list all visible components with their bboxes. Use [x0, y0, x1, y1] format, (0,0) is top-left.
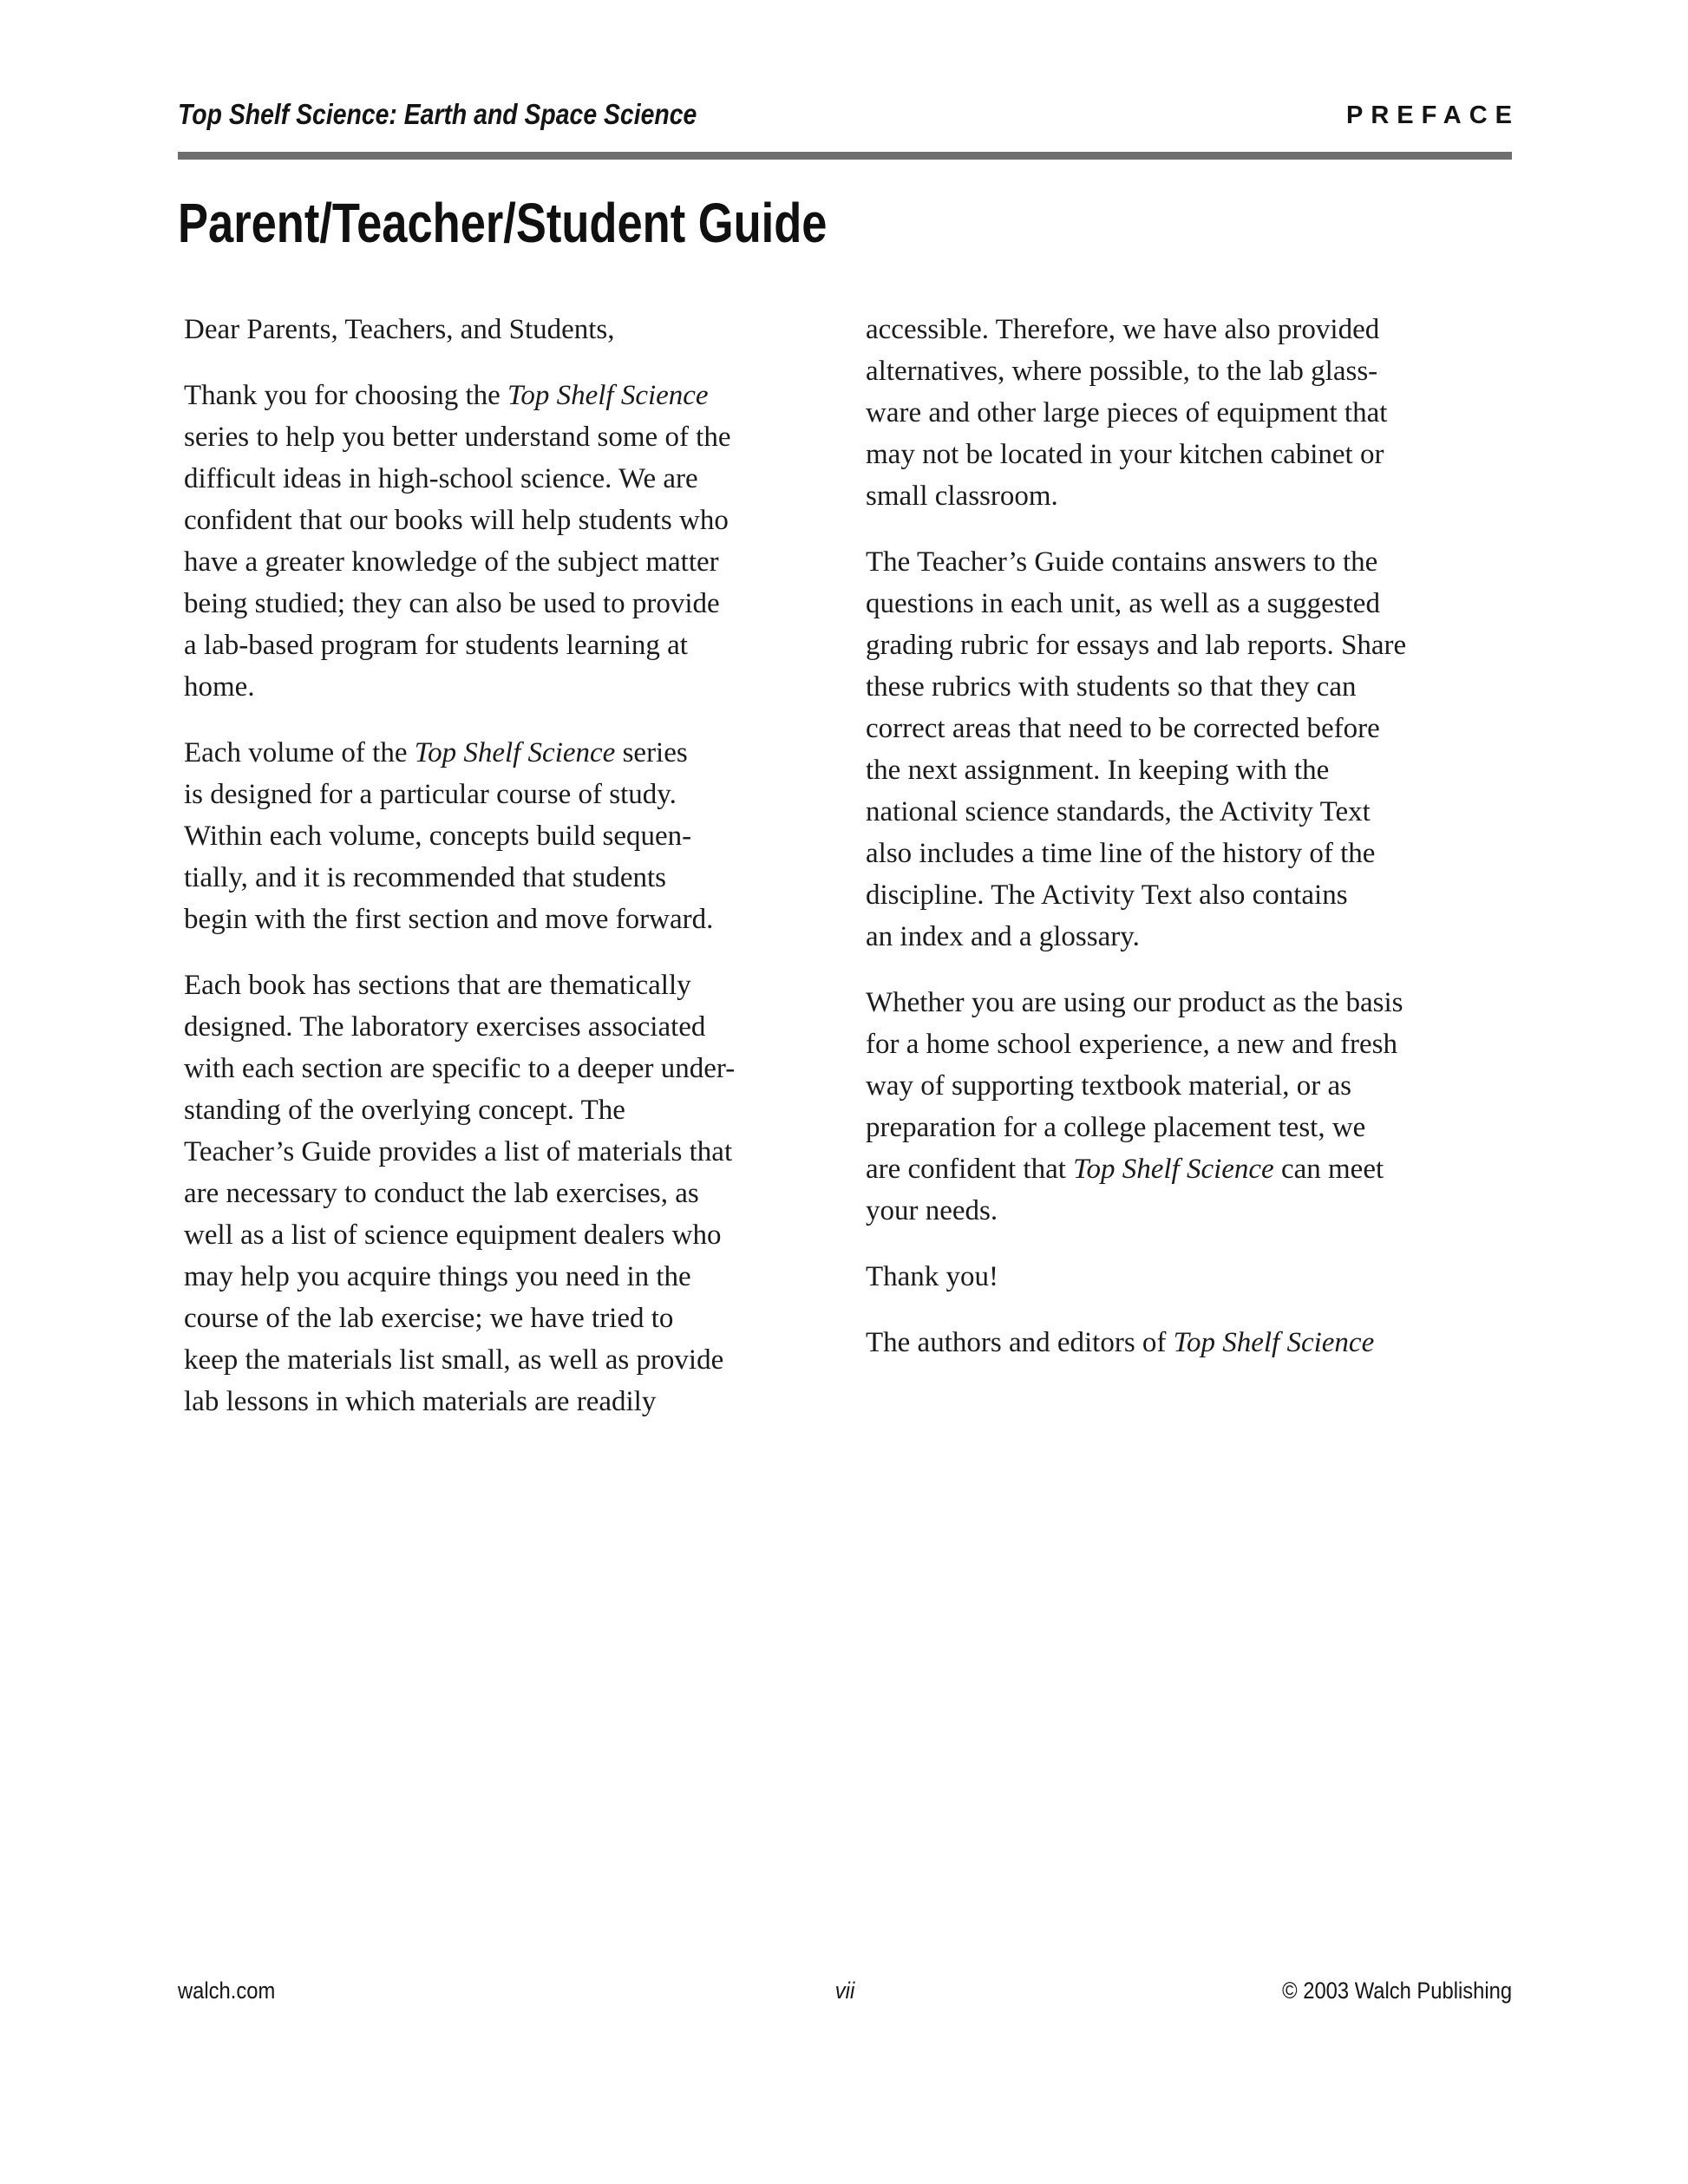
- text-line: series to help you better understand some of the: [184, 422, 731, 453]
- text-line: accessible. Therefore, we have also provided: [866, 314, 1380, 345]
- text-line: alternatives, where possible, to the lab glass-: [866, 356, 1378, 387]
- header-divider: [178, 152, 1512, 160]
- text-line: Each book has sections that are thematically: [184, 970, 691, 1001]
- text-line: lab lessons in which materials are readily: [184, 1386, 657, 1417]
- text-line: grading rubric for essays and lab reports. Share: [866, 630, 1407, 661]
- text-line: Thank you for choosing the Top Shelf Science: [184, 380, 709, 411]
- paragraph: [184, 964, 820, 1422]
- text-line: correct areas that need to be corrected before: [866, 713, 1380, 744]
- text-line: the next assignment. In keeping with the: [866, 755, 1330, 786]
- text-line: Teacher’s Guide provides a list of materials that: [184, 1136, 733, 1167]
- text-line: home.: [184, 671, 255, 703]
- paragraph: [866, 541, 1502, 958]
- paragraph: [184, 309, 820, 350]
- text-line: these rubrics with students so that they can: [866, 671, 1357, 703]
- text-line: difficult ideas in high-school science. We are: [184, 463, 698, 494]
- text-line: The Teacher’s Guide contains answers to the: [866, 546, 1378, 578]
- text-line: Whether you are using our product as the basis: [866, 987, 1403, 1018]
- text-line: are confident that Top Shelf Science can meet: [866, 1154, 1384, 1185]
- footer-copyright: © 2003 Walch Publishing: [1282, 1978, 1512, 2004]
- text-line: with each section are specific to a deeper under-: [184, 1053, 736, 1084]
- content-columns: [184, 309, 1502, 1447]
- text-line: standing of the overlying concept. The: [184, 1095, 625, 1126]
- text-line: your needs.: [866, 1195, 998, 1226]
- page-title: Parent/Teacher/Student Guide: [178, 192, 828, 254]
- text-line: being studied; they can also be used to provide: [184, 588, 720, 619]
- text-line: course of the lab exercise; we have tried to: [184, 1303, 674, 1334]
- paragraph: [866, 982, 1502, 1232]
- header-section-label: PREFACE: [1346, 101, 1520, 130]
- text-line: also includes a time line of the history of the: [866, 838, 1376, 869]
- paragraph: [866, 309, 1502, 517]
- column-left: [184, 309, 820, 1447]
- text-line: ware and other large pieces of equipment that: [866, 397, 1388, 428]
- text-line: keep the materials list small, as well as provide: [184, 1344, 724, 1376]
- text-line: designed. The laboratory exercises associated: [184, 1011, 706, 1043]
- page-header: [178, 98, 1520, 130]
- page-footer: [178, 1978, 1512, 2012]
- text-line: national science standards, the Activity Text: [866, 796, 1371, 827]
- text-line: have a greater knowledge of the subject matter: [184, 546, 719, 578]
- text-line: Dear Parents, Teachers, and Students,: [184, 314, 615, 345]
- text-line: are necessary to conduct the lab exercises, as: [184, 1178, 699, 1209]
- paragraph: [184, 732, 820, 940]
- column-right: [866, 309, 1502, 1447]
- footer-page-number: vii: [834, 1978, 855, 2004]
- text-line: begin with the first section and move forward.: [184, 904, 714, 935]
- text-line: Within each volume, concepts build sequen-: [184, 821, 692, 852]
- text-line: may help you acquire things you need in the: [184, 1261, 691, 1292]
- text-line: well as a list of science equipment dealers who: [184, 1220, 722, 1251]
- text-line: an index and a glossary.: [866, 921, 1140, 952]
- text-line: discipline. The Activity Text also contains: [866, 879, 1348, 911]
- text-line: confident that our books will help students who: [184, 505, 729, 536]
- text-line: way of supporting textbook material, or as: [866, 1070, 1351, 1102]
- text-line: Each volume of the Top Shelf Science series: [184, 737, 688, 768]
- text-line: The authors and editors of Top Shelf Science: [866, 1327, 1375, 1358]
- text-line: may not be located in your kitchen cabinet or: [866, 439, 1384, 470]
- paragraph: [866, 1256, 1502, 1298]
- text-line: for a home school experience, a new and fresh: [866, 1029, 1397, 1060]
- header-book-title: Top Shelf Science: Earth and Space Science: [178, 98, 697, 130]
- text-line: preparation for a college placement test, we: [866, 1112, 1366, 1143]
- text-line: Thank you!: [866, 1261, 999, 1292]
- text-line: small classroom.: [866, 481, 1058, 512]
- paragraph: [866, 1322, 1502, 1363]
- footer-website: walch.com: [178, 1978, 276, 2004]
- paragraph: [184, 375, 820, 708]
- text-line: is designed for a particular course of study.: [184, 779, 677, 810]
- text-line: tially, and it is recommended that students: [184, 862, 666, 893]
- text-line: questions in each unit, as well as a suggested: [866, 588, 1380, 619]
- text-line: a lab-based program for students learning at: [184, 630, 688, 661]
